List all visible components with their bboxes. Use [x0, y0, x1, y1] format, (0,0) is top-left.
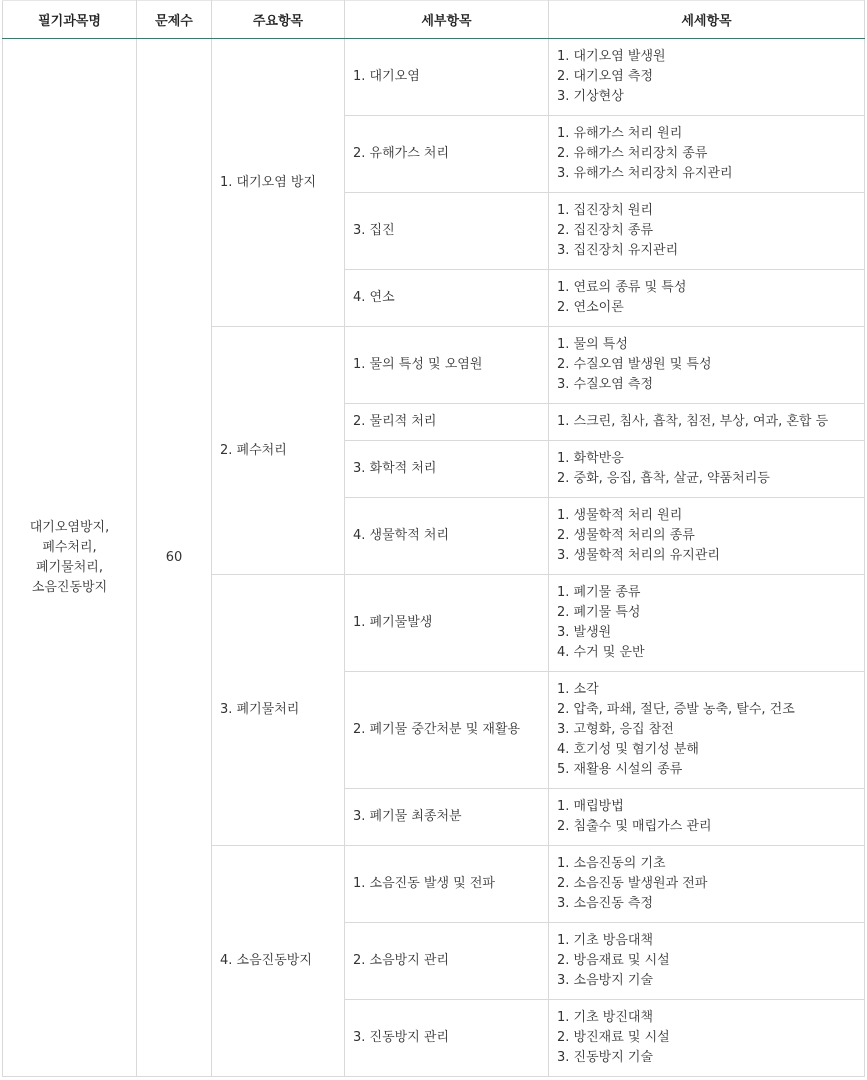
sub-item-cell: 1. 대기오염: [345, 39, 549, 116]
detail-item-line: 3. 소음방지 기술: [557, 973, 654, 988]
main-item-cell: 4. 소음진동방지: [212, 846, 345, 1077]
sub-item-cell: 2. 소음방지 관리: [345, 923, 549, 1000]
header-sub-item: 세부항목: [345, 1, 549, 39]
detail-item-line: 3. 기상현상: [557, 89, 624, 104]
detail-item-line: 1. 집진장치 원리: [557, 203, 654, 218]
detail-item-cell: [549, 672, 865, 789]
detail-item-line: 1. 화학반응: [557, 451, 624, 466]
sub-item-cell: 4. 생물학적 처리: [345, 498, 549, 575]
main-item-cell: 1. 대기오염 방지: [212, 39, 345, 327]
detail-item-line: 4. 호기성 및 혐기성 분해: [557, 742, 699, 757]
detail-item-cell: [549, 193, 865, 270]
detail-item-line: 1. 생물학적 처리 원리: [557, 508, 683, 523]
detail-item-cell: [549, 327, 865, 404]
detail-item-line: 2. 유해가스 처리장치 종류: [557, 146, 708, 161]
detail-item-line: 5. 재활용 시설의 종류: [557, 762, 683, 777]
detail-item-line: 2. 압축, 파쇄, 절단, 증발 농축, 탈수, 건조: [557, 702, 795, 717]
detail-item-line: 1. 매립방법: [557, 799, 624, 814]
sub-item-cell: 2. 유해가스 처리: [345, 116, 549, 193]
detail-item-line: 1. 폐기물 종류: [557, 585, 641, 600]
detail-item-line: 1. 기초 방음대책: [557, 933, 654, 948]
detail-item-line: 2. 수질오염 발생원 및 특성: [557, 357, 712, 372]
subject-name-line: 폐기물처리,: [36, 559, 103, 575]
detail-item-line: 3. 생물학적 처리의 유지관리: [557, 548, 720, 563]
detail-item-line: 3. 진동방지 기술: [557, 1050, 654, 1065]
header-question-count: 문제수: [137, 1, 212, 39]
detail-item-line: 2. 폐기물 특성: [557, 605, 641, 620]
sub-item-cell: 2. 물리적 처리: [345, 404, 549, 441]
detail-item-line: 2. 대기오염 측정: [557, 69, 654, 84]
subject-name-line: 폐수처리,: [42, 539, 97, 555]
subject-name-cell: [3, 39, 137, 1077]
detail-item-line: 2. 연소이론: [557, 300, 624, 315]
detail-item-line: 1. 연료의 종류 및 특성: [557, 280, 687, 295]
sub-item-cell: 2. 폐기물 중간처분 및 재활용: [345, 672, 549, 789]
header-subject-name: 필기과목명: [3, 1, 137, 39]
sub-item-cell: 1. 폐기물발생: [345, 575, 549, 672]
detail-item-line: 1. 스크린, 침사, 흡착, 침전, 부상, 여과, 혼합 등: [557, 414, 829, 429]
detail-item-line: 1. 기초 방진대책: [557, 1010, 654, 1025]
detail-item-cell: [549, 39, 865, 116]
table-row: [3, 39, 865, 116]
detail-item-cell: [549, 116, 865, 193]
detail-item-line: 3. 고형화, 응집 참전: [557, 722, 674, 737]
sub-item-cell: 3. 진동방지 관리: [345, 1000, 549, 1077]
header-detail-item: 세세항목: [549, 1, 865, 39]
detail-item-line: 1. 물의 특성: [557, 337, 628, 352]
detail-item-line: 2. 방음재료 및 시설: [557, 953, 670, 968]
detail-item-cell: [549, 270, 865, 327]
table-header-row: [3, 1, 865, 39]
detail-item-cell: [549, 498, 865, 575]
detail-item-line: 2. 소음진동 발생원과 전파: [557, 876, 708, 891]
subject-name-line: 소음진동방지: [31, 579, 108, 595]
sub-item-cell: 3. 화학적 처리: [345, 441, 549, 498]
main-item-cell: 3. 폐기물처리: [212, 575, 345, 846]
table-body: [3, 39, 865, 1077]
detail-item-line: 3. 집진장치 유지관리: [557, 243, 679, 258]
detail-item-cell: [549, 1000, 865, 1077]
detail-item-cell: [549, 575, 865, 672]
detail-item-cell: [549, 404, 865, 441]
detail-item-cell: [549, 846, 865, 923]
detail-item-line: 3. 소음진동 측정: [557, 896, 654, 911]
detail-item-line: 3. 수질오염 측정: [557, 377, 654, 392]
sub-item-cell: 3. 집진: [345, 193, 549, 270]
detail-item-line: 2. 생물학적 처리의 종류: [557, 528, 695, 543]
sub-item-cell: 1. 물의 특성 및 오염원: [345, 327, 549, 404]
detail-item-line: 3. 발생원: [557, 625, 612, 640]
detail-item-line: 2. 방진재료 및 시설: [557, 1030, 670, 1045]
main-item-cell: 2. 폐수처리: [212, 327, 345, 575]
detail-item-line: 2. 침출수 및 매립가스 관리: [557, 819, 712, 834]
sub-item-cell: 1. 소음진동 발생 및 전파: [345, 846, 549, 923]
detail-item-line: 1. 소각: [557, 682, 599, 697]
detail-item-line: 1. 소음진동의 기초: [557, 856, 666, 871]
detail-item-cell: [549, 923, 865, 1000]
detail-item-cell: [549, 789, 865, 846]
detail-item-line: 4. 수거 및 운반: [557, 645, 645, 660]
detail-item-line: 3. 유해가스 처리장치 유지관리: [557, 166, 733, 181]
subject-name-line: 대기오염방지,: [29, 519, 110, 535]
sub-item-cell: 3. 폐기물 최종처분: [345, 789, 549, 846]
question-count-cell: 60: [137, 39, 212, 1077]
sub-item-cell: 4. 연소: [345, 270, 549, 327]
detail-item-line: 1. 대기오염 발생원: [557, 49, 666, 64]
detail-item-line: 2. 중화, 응집, 흡착, 살균, 약품처리등: [557, 471, 770, 486]
detail-item-line: 2. 집진장치 종류: [557, 223, 654, 238]
exam-subjects-table: [2, 0, 865, 1077]
detail-item-cell: [549, 441, 865, 498]
header-main-item: 주요항목: [212, 1, 345, 39]
detail-item-line: 1. 유해가스 처리 원리: [557, 126, 683, 141]
